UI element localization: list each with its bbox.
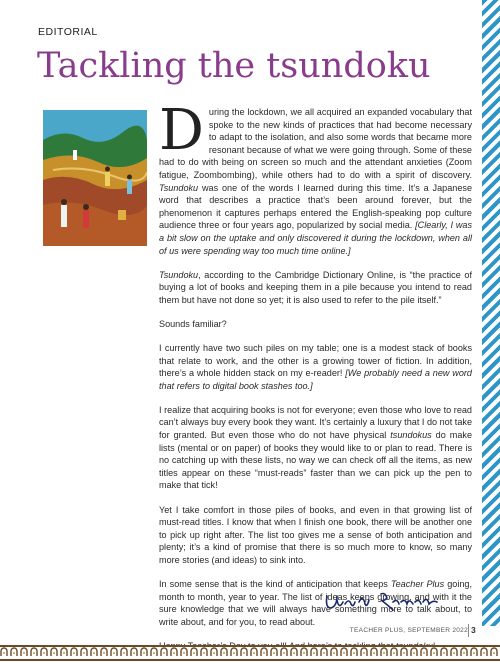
page-title: Tackling the tsundoku xyxy=(37,46,431,86)
signature xyxy=(323,588,441,616)
paragraphs xyxy=(159,98,473,652)
decorative-border xyxy=(0,645,500,661)
article-body xyxy=(159,98,473,664)
page-number: 3 xyxy=(471,625,476,635)
footer-divider xyxy=(468,624,469,637)
section-label: EDITORIAL xyxy=(38,26,98,38)
paragraph xyxy=(159,342,472,392)
paragraph-text: going, month to month, year to year. The list of ideas keeps growing, and with it the sure knowledge that we will always have something more to talk about, to write about, and for you, to read about. xyxy=(159,579,472,627)
paragraph-text: I realize that acquiring books is not for everyone; even those who love to read can’t always buy every book they want. It’s certainly a luxury that I do not take for granted. But even those who do not have physical xyxy=(159,404,472,441)
paragraph xyxy=(159,504,472,567)
footer-publication: TEACHER PLUS, SEPTEMBER 2022 xyxy=(349,627,468,634)
paragraph-text: In some sense that is the kind of anticipation that keeps xyxy=(159,579,391,589)
italic-text: [Clearly, I was a bit slow on the uptake and only discovered it during the lockdown, when all of us were spending way too much time online.] xyxy=(159,220,473,256)
italic-text: [We probably need a new word that refers to digital book stashes too.] xyxy=(159,368,472,391)
paragraph-text: Sounds familiar? xyxy=(159,318,227,329)
paragraph xyxy=(159,318,472,331)
paragraph-text: was one of the words I learned during this time. It’s a Japanese word that describes a practice that’s been around forever, but the phenomenon it captures perhaps entered the English-speaking pop culture audience three or four years ago, popularized by social media. xyxy=(159,182,472,231)
italic-text: Teacher Plus xyxy=(390,579,445,589)
paragraph xyxy=(159,404,472,492)
paragraph xyxy=(159,98,473,257)
decorative-stripe xyxy=(482,0,500,626)
paragraph-text: uring the lockdown, we all acquired an expanded vocabulary that spoke to the new kinds of practices that had become necessary to adapt to the isolation, and also some words that became more resonant because of what we were going through. Some of these had to do with being on screen so much and the attendant anxieties (Zoom fatigue, Zoombombing), while others had to do with a spirit of discovery. xyxy=(159,107,472,180)
paragraph-text: I currently have two such piles on my table; one is a modest stack of books that relate to work, and the other is a growing tower of fiction. In addition, there’s a whole hidden stack on my e-reader! xyxy=(159,343,472,379)
landscape-painting-icon xyxy=(43,110,147,246)
drop-cap: D xyxy=(159,98,204,163)
paragraph-text: do make lists (mental or on paper) of books they would like to or plan to read. There is no catching up with these lists, no way we can check off all the items, as new titles appear on these “must-reads” faster than we can pick up the pen to make that tick! xyxy=(159,430,472,491)
italic-text: Tsundoku xyxy=(159,269,199,280)
paragraph-text: , according to the Cambridge Dictionary Online, is “the practice of buying a lot of books and keeping them in a pile because you intend to read them but have not done so yet; it is also used to refer to the pile itself.” xyxy=(159,269,472,305)
paragraph xyxy=(159,269,472,307)
italic-text: tsundokus xyxy=(390,430,432,441)
paragraph-text: Yet I take comfort in those piles of books, and even in that growing list of must-read titles. I know that when I finish one book, there will be another one to pick up right after. The list too gives me a sense of both anticipation and plenty; it’s a kind of promise that there is so much more to know, so many more stories (and ideas) to sink into. xyxy=(159,504,472,565)
italic-text: Tsundoku xyxy=(159,182,199,193)
